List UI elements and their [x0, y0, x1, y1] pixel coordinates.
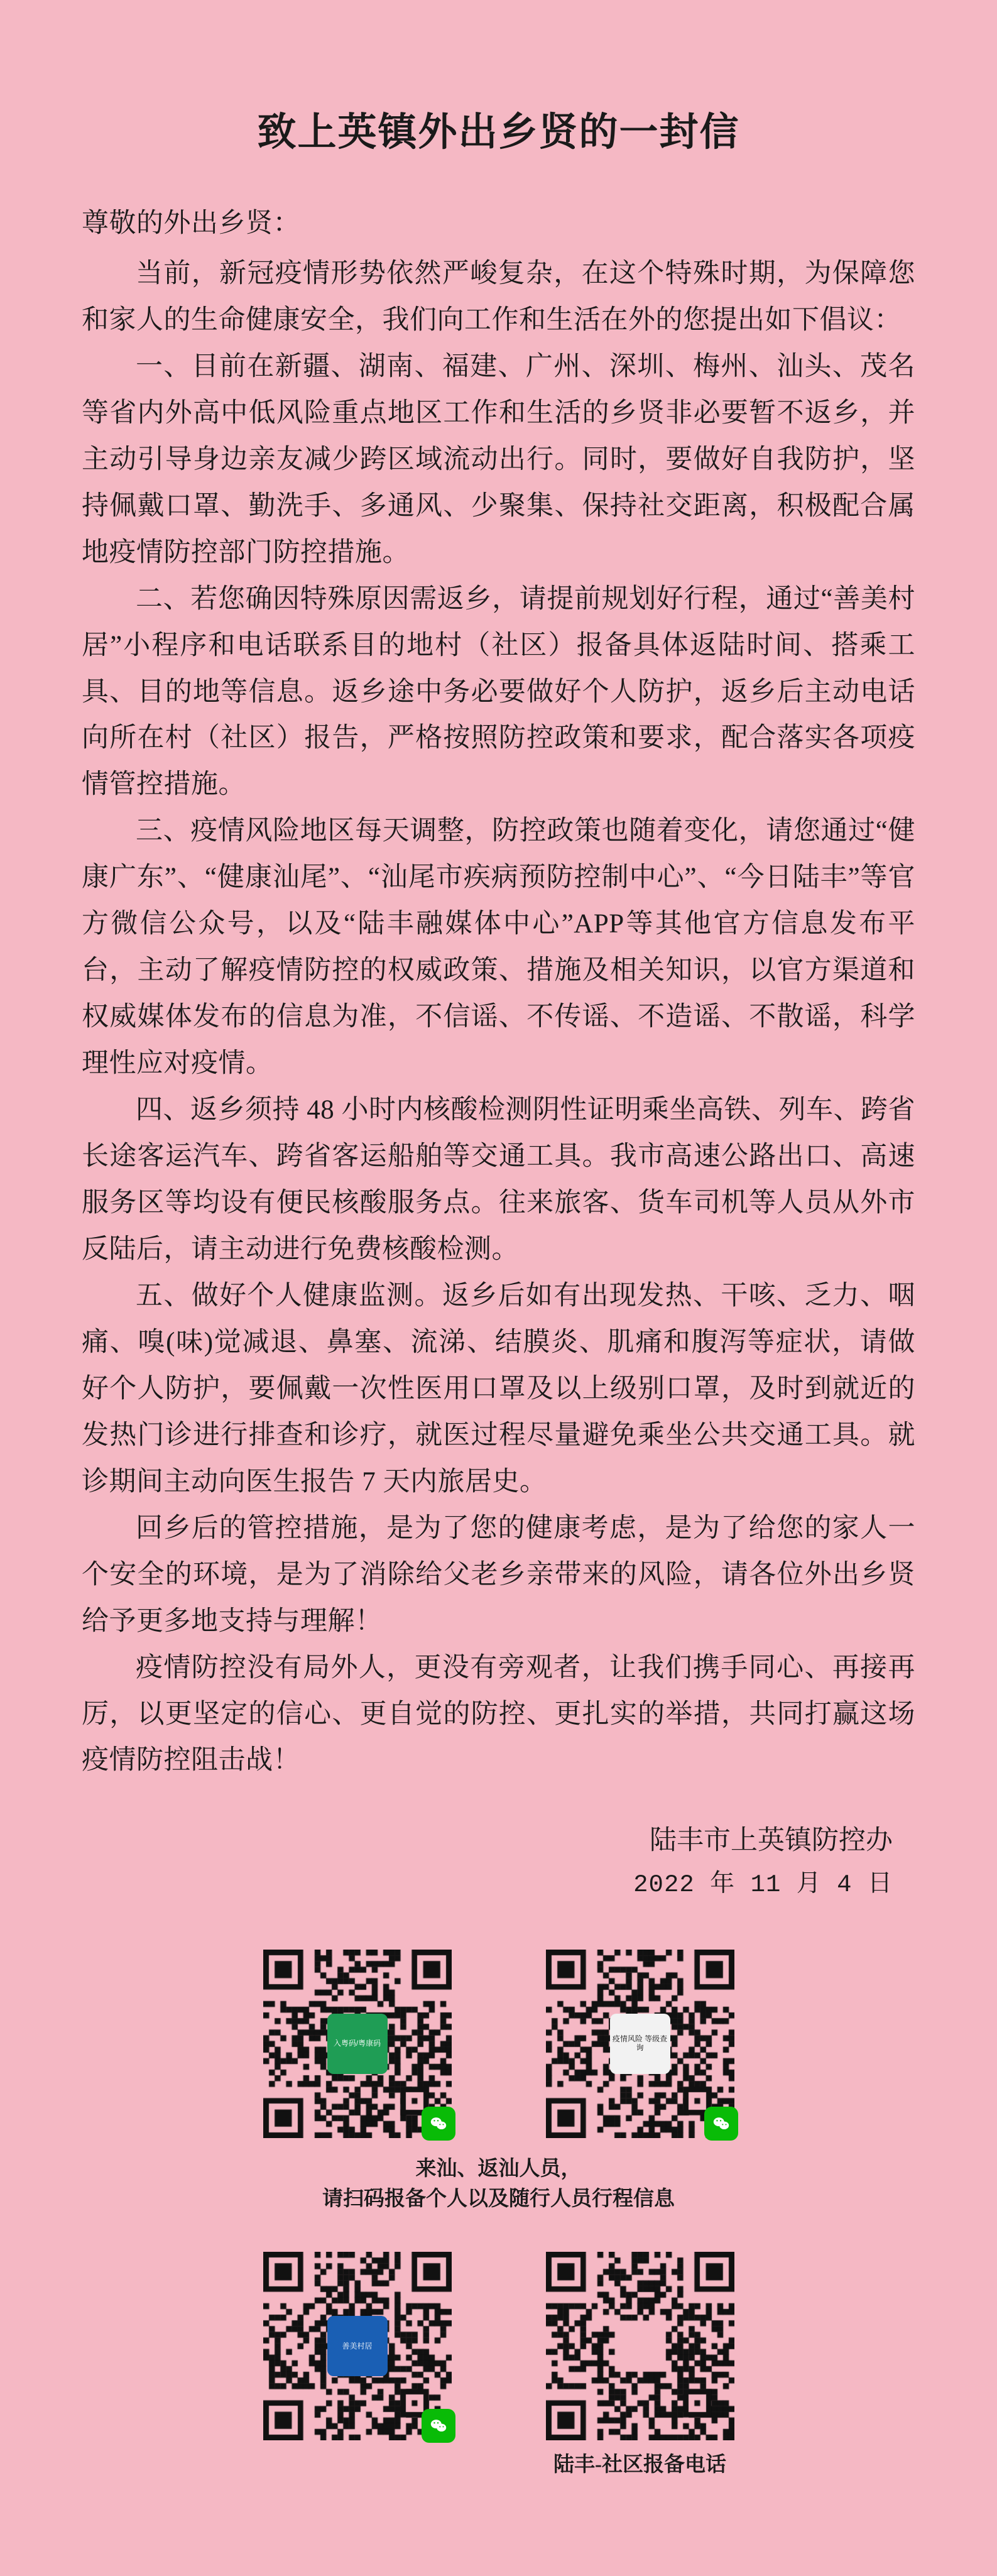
qr-center-logo-top-left: 入粤码/粤康码	[327, 2014, 388, 2074]
qr-caption-middle	[82, 2154, 915, 2215]
signature-date: 2022 年 11 月 4 日	[633, 1870, 893, 1899]
signature-block	[82, 1818, 915, 1905]
paragraph-7: 回乡后的管控措施，是为了您的健康考虑，是为了给您的家人一个安全的环境，是为了消除给父老乡亲带来的风险，请各位外出乡贤给予更多地支持与理解！	[82, 1513, 915, 1636]
paragraph-1: 当前，新冠疫情形势依然严峻复杂，在这个特殊时期，为保障您和家人的生命健康安全，我们向工作和生活在外的您提出如下倡议：	[82, 258, 915, 335]
qr-block-bottom-left[interactable]	[254, 2252, 461, 2440]
qr-caption-bottom-right: 陆丰-社区报备电话	[553, 2453, 726, 2477]
paragraph-4: 三、疫情风险地区每天调整，防控政策也随着变化，请您通过“健康广东”、“健康汕尾”、“汕尾市疾病预防控制中心”、“今日陆丰”等官方微信公众号，以及“陆丰融媒体中心”APP等其他官方信息发布平台，主动了解疫情防控的权威政策、措施及相关知识，以官方渠道和权威媒体发布的信息为准，不信谣、不传谣、不造谣、不散谣，科学理性应对疫情。	[82, 816, 915, 1079]
qr-block-top-right[interactable]	[537, 1950, 744, 2138]
qr-center-logo-top-right: 疫情风险 等级查询	[610, 2014, 670, 2074]
paragraph-5: 四、返乡须持 48 小时内核酸检测阴性证明乘坐高铁、列车、跨省长途客运汽车、跨省客运船舶等交通工具。我市高速公路出口、高速服务区等均设有便民核酸服务点。往来旅客、货车司机等人员从外市反陆后，请主动进行免费核酸检测。	[82, 1095, 915, 1264]
qr-code-image-bottom-right[interactable]	[546, 2252, 734, 2440]
paragraph-8: 疫情防控没有局外人，更没有旁观者，让我们携手同心、再接再厉，以更坚定的信心、更自觉的防控、更扎实的举措，共同打赢这场疫情防控阻击战！	[82, 1652, 915, 1776]
paragraph-6: 五、做好个人健康监测。返乡后如有出现发热、干咳、乏力、咽痛、嗅(味)觉减退、鼻塞、流涕、结膜炎、肌痛和腹泻等症状，请做好个人防护，要佩戴一次性医用口罩及以上级别口罩，及时到就近的发热门诊进行排查和诊疗，就医过程尽量避免乘坐公共交通工具。就诊期间主动向医生报告 7 天内旅居史。	[82, 1280, 915, 1497]
wechat-icon-top-left	[422, 2107, 455, 2141]
wechat-icon-top-right	[704, 2107, 738, 2141]
qr-code-image-top-right[interactable]	[546, 1950, 734, 2138]
qr-row-top	[82, 1950, 915, 2138]
letter-body	[82, 200, 915, 1784]
page-title: 致上英镇外出乡贤的一封信	[257, 111, 740, 154]
salutation: 尊敬的外出乡贤：	[82, 209, 300, 238]
qr-canvas-bottom-right	[546, 2252, 734, 2440]
paragraph-2: 一、目前在新疆、湖南、福建、广州、深圳、梅州、汕头、茂名等省内外高中低风险重点地区工作和生活的乡贤非必要暂不返乡，并主动引导身边亲友减少跨区域流动出行。同时，要做好自我防护，坚持佩戴口罩、勤洗手、多通风、少聚集、保持社交距离，积极配合属地疫情防控部门防控措施。	[82, 351, 915, 567]
qr-center-logo-bottom-left: 善美村居	[327, 2316, 388, 2376]
qr-caption-middle-line1: 来汕、返汕人员，	[415, 2157, 582, 2180]
qr-code-image-bottom-left[interactable]	[263, 2252, 452, 2440]
qr-row-bottom	[82, 2252, 915, 2480]
qr-caption-middle-line2: 请扫码报备个人以及随行人员行程信息	[322, 2187, 675, 2210]
qr-code-image-top-left[interactable]	[263, 1950, 452, 2138]
paragraph-3: 二、若您确因特殊原因需返乡，请提前规划好行程，通过“善美村居”小程序和电话联系目的地村（社区）报备具体返陆时间、搭乘工具、目的地等信息。返乡途中务必要做好个人防护，返乡后主动电话向所在村（社区）报告，严格按照防控政策和要求，配合落实各项疫情管控措施。	[82, 584, 915, 800]
qr-block-top-left[interactable]	[254, 1950, 461, 2138]
qr-block-bottom-right[interactable]	[537, 2252, 744, 2480]
signature-organization: 陆丰市上英镇防控办	[650, 1826, 893, 1856]
wechat-icon-bottom-left	[422, 2409, 455, 2443]
qr-code-section	[82, 1950, 915, 2515]
